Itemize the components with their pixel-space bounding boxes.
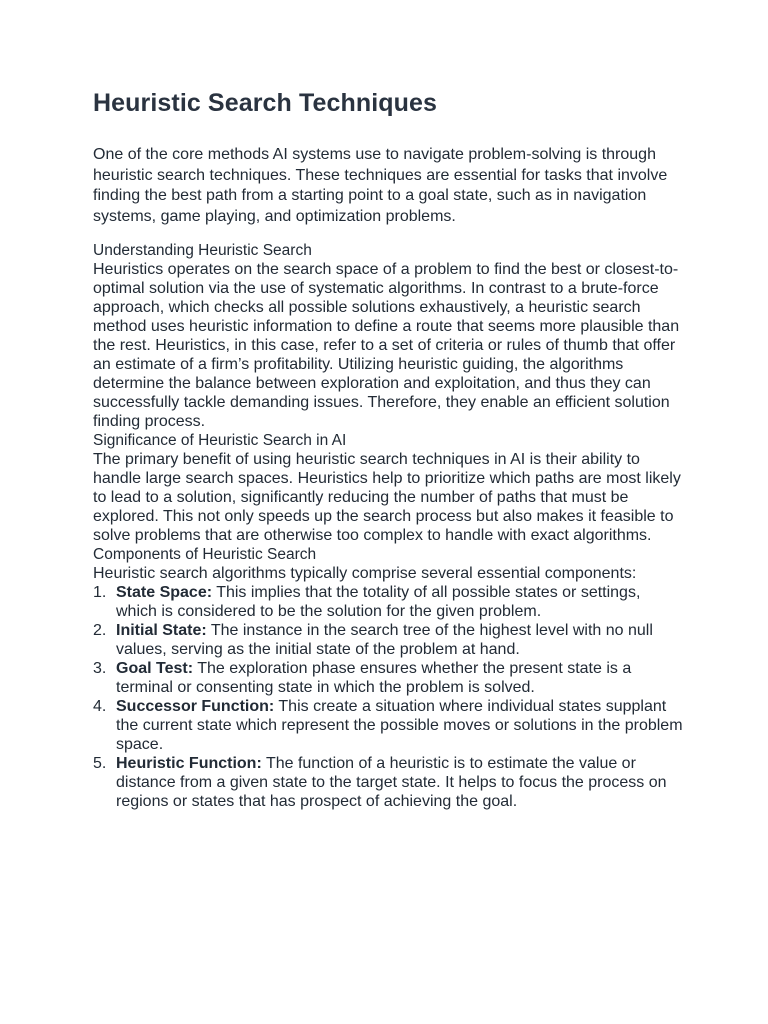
list-item-number: 3. xyxy=(93,660,107,677)
list-item-number: 4. xyxy=(93,698,107,715)
list-item xyxy=(93,659,683,697)
list-item xyxy=(93,621,683,659)
list-item-text: The instance in the search tree of the highest level with no null values, serving as the initial state of the problem at hand. xyxy=(116,622,653,658)
list-item-number: 1. xyxy=(93,584,107,601)
section-heading-understanding: Understanding Heuristic Search xyxy=(93,242,312,259)
list-item-text: The function of a heuristic is to estimate the value or distance from a given state to the target state. It helps to focus the process on regions or states that has prospect of achieving the goal. xyxy=(116,755,667,810)
list-item-term: Heuristic Function: xyxy=(116,755,262,772)
page-title: Heuristic Search Techniques xyxy=(93,89,438,117)
list-item-term: Successor Function: xyxy=(116,698,275,715)
document-page xyxy=(93,86,683,811)
list-item-text: The exploration phase ensures whether the present state is a terminal or consenting state in which the problem is solved. xyxy=(116,660,632,696)
list-item-term: State Space: xyxy=(116,584,213,601)
section-heading-significance: Significance of Heuristic Search in AI xyxy=(93,432,347,449)
list-item xyxy=(93,754,683,811)
list-item-number: 5. xyxy=(93,755,107,772)
list-item-number: 2. xyxy=(93,622,107,639)
list-item-term: Initial State: xyxy=(116,622,207,639)
list-item xyxy=(93,583,683,621)
intro-paragraph: One of the core methods AI systems use to navigate problem-solving is through heuristic search techniques. These techniques are essential for tasks that involve finding the best path from a starting point to a goal state, such as in navigation systems, game playing, and optimization problems. xyxy=(93,146,668,225)
list-item-term: Goal Test: xyxy=(116,660,194,677)
section-body-understanding: Heuristics operates on the search space of a problem to find the best or closest-to-optimal solution via the use of systematic algorithms. In contrast to a brute-force approach, which checks all possible solutions exhaustively, a heuristic search method uses heuristic information to define a route that seems more plausible than the rest. Heuristics, in this case, refer to a set of criteria or rules of thumb that offer an estimate of a firm’s profitability. Utilizing heuristic guiding, the algorithms determine the balance between exploration and exploitation, and thus they can successfully tackle demanding issues. Therefore, they enable an efficient solution finding process. xyxy=(93,261,680,430)
section-body-components: Heuristic search algorithms typically comprise several essential components: xyxy=(93,565,637,582)
section-body-significance: The primary benefit of using heuristic search techniques in AI is their ability to handle large search spaces. Heuristics help to prioritize which paths are most likely to lead to a solution, significantly reducing the number of paths that must be explored. This not only speeds up the search process but also makes it feasible to solve problems that are otherwise too complex to handle with exact algorithms. xyxy=(93,451,681,544)
components-list xyxy=(93,583,683,811)
list-item-text: This create a situation where individual states supplant the current state which represent the possible moves or solutions in the problem space. xyxy=(116,698,683,753)
list-item-text: This implies that the totality of all possible states or settings, which is considered to be the solution for the given problem. xyxy=(116,584,641,620)
list-item xyxy=(93,697,683,754)
section-heading-components: Components of Heuristic Search xyxy=(93,546,317,563)
